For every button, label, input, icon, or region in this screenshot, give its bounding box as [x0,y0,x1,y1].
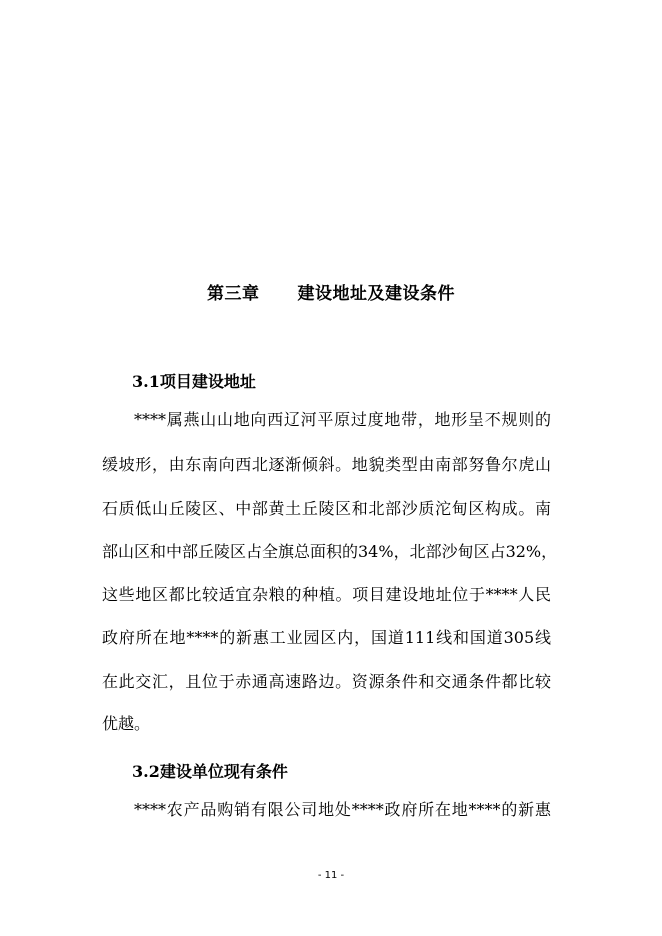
paragraph-line: 在此交汇，且位于赤通高速路边。资源条件和交通条件都比较 [102,672,551,691]
paragraph-line: 政府所在地****的新惠工业园区内，国道111线和国道305线 [102,628,551,647]
paragraph-line: 缓坡形，由东南向西北逐渐倾斜。地貌类型由南部努鲁尔虎山 [102,455,551,474]
page-number: - 11 - [317,870,345,881]
paragraph-line: ****属燕山山地向西辽河平原过度地带，地形呈不规则的 [134,410,551,429]
chapter-heading: 建设地址及建设条件 [297,284,455,304]
paragraph-line: 石质低山丘陵区、中部黄土丘陵区和北部沙质沱甸区构成。南 [102,499,551,518]
chapter-title [0,279,662,304]
paragraph-line: 部山区和中部丘陵区占全旗总面积的34%，北部沙甸区占32%， [102,542,558,561]
paragraph-line: ****农产品购销有限公司地处****政府所在地****的新惠 [134,800,551,819]
paragraph-line: 优越。 [102,714,151,733]
chapter-number: 第三章 [207,284,260,304]
section-heading-3-1: 3.1项目建设地址 [132,372,256,391]
paragraph-line: 这些地区都比较适宜杂粮的种植。项目建设地址位于****人民 [102,585,551,604]
section-heading-3-2: 3.2建设单位现有条件 [132,762,288,781]
